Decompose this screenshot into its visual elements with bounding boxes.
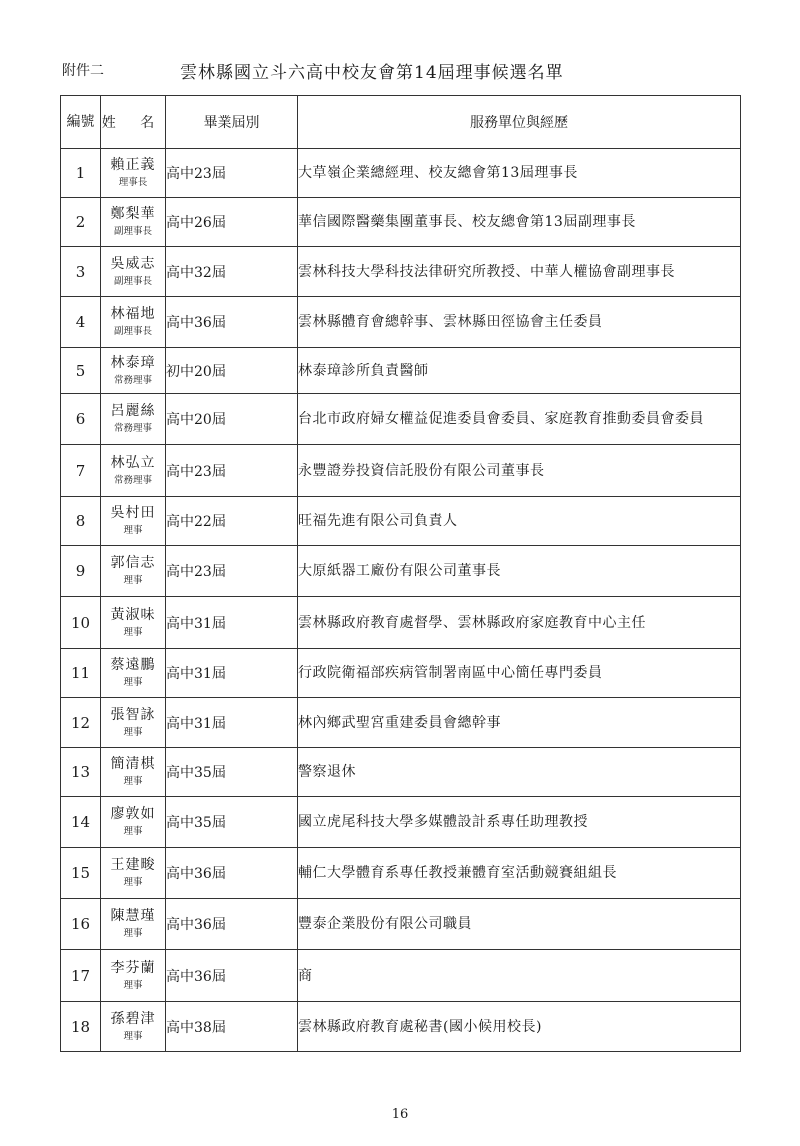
service-experience: 旺福先進有限公司負責人: [298, 497, 741, 546]
name-cell: [101, 297, 166, 348]
graduation-class: 高中31屆: [166, 649, 298, 698]
name-cell: [101, 394, 166, 445]
graduation-class: 高中20屆: [166, 394, 298, 445]
graduation-class: 高中35屆: [166, 748, 298, 797]
row-number: 13: [61, 748, 101, 797]
service-experience: 永豐證券投資信託股份有限公司董事長: [298, 445, 741, 497]
service-experience: 雲林科技大學科技法律研究所教授、中華人權協會副理事長: [298, 247, 741, 297]
candidate-role: 理事: [123, 928, 143, 940]
name-cell: [101, 149, 166, 198]
table-row: [61, 597, 741, 649]
header-graduation: 畢業屆別: [166, 96, 298, 149]
candidate-name: 郭信志: [110, 555, 156, 572]
candidate-role: 常務理事: [113, 374, 152, 386]
candidate-role: 理事: [123, 979, 143, 991]
table-row: [61, 348, 741, 394]
table-row: [61, 649, 741, 698]
service-experience: 台北市政府婦女權益促進委員會委員、家庭教育推動委員會委員: [298, 394, 741, 445]
page-number: 16: [391, 1107, 409, 1122]
name-cell: [101, 1002, 166, 1052]
service-experience: 華信國際醫藥集團董事長、校友總會第13屆副理事長: [298, 198, 741, 247]
table-row: [61, 698, 741, 748]
candidate-name: 黃淑味: [110, 606, 156, 623]
service-experience: 行政院衛福部疾病管制署南區中心簡任專門委員: [298, 649, 741, 698]
row-number: 5: [61, 348, 101, 394]
candidate-role: 副理事長: [113, 326, 152, 338]
table-body: [61, 149, 741, 1052]
candidate-role: 理事: [123, 826, 143, 838]
graduation-class: 高中38屆: [166, 1002, 298, 1052]
table-row: [61, 546, 741, 597]
graduation-class: 高中23屆: [166, 546, 298, 597]
table-row: [61, 394, 741, 445]
graduation-class: 高中31屆: [166, 698, 298, 748]
graduation-class: 高中36屆: [166, 899, 298, 950]
name-cell: [101, 198, 166, 247]
table-row: [61, 848, 741, 899]
graduation-class: 高中23屆: [166, 445, 298, 497]
service-experience: 大原紙器工廠份有限公司董事長: [298, 546, 741, 597]
candidate-role: 理事: [123, 1030, 143, 1042]
table-row: [61, 297, 741, 348]
header-service: 服務單位與經歷: [298, 96, 741, 149]
candidate-name: 吳村田: [110, 505, 156, 522]
candidate-name: 孫碧津: [110, 1010, 156, 1027]
candidate-name: 李芬蘭: [110, 959, 156, 976]
row-number: 3: [61, 247, 101, 297]
row-number: 14: [61, 797, 101, 848]
candidate-role: 理事: [123, 575, 143, 587]
candidate-role: 理事: [123, 677, 143, 689]
candidate-role: 理事: [123, 776, 143, 788]
row-number: 1: [61, 149, 101, 198]
name-cell: [101, 497, 166, 546]
service-experience: 警察退休: [298, 748, 741, 797]
row-number: 6: [61, 394, 101, 445]
graduation-class: 高中32屆: [166, 247, 298, 297]
candidate-name: 吳威志: [110, 255, 156, 272]
service-experience: 國立虎尾科技大學多媒體設計系專任助理教授: [298, 797, 741, 848]
row-number: 10: [61, 597, 101, 649]
graduation-class: 高中35屆: [166, 797, 298, 848]
row-number: 4: [61, 297, 101, 348]
graduation-class: 高中22屆: [166, 497, 298, 546]
graduation-class: 初中20屆: [166, 348, 298, 394]
candidate-role: 理事: [123, 877, 143, 889]
candidate-name: 鄭梨華: [110, 206, 156, 223]
candidate-name: 呂麗絲: [110, 403, 156, 420]
name-cell: [101, 797, 166, 848]
table-row: [61, 950, 741, 1002]
header-name: 姓 名: [101, 96, 166, 149]
service-experience: 雲林縣政府教育處督學、雲林縣政府家庭教育中心主任: [298, 597, 741, 649]
name-cell: [101, 546, 166, 597]
name-cell: [101, 950, 166, 1002]
table-row: [61, 198, 741, 247]
candidate-role: 理事長: [118, 177, 148, 189]
candidate-role: 副理事長: [113, 226, 152, 238]
candidate-role: 常務理事: [113, 423, 152, 435]
graduation-class: 高中36屆: [166, 297, 298, 348]
candidate-table: [60, 95, 741, 1052]
candidate-name: 王建畯: [110, 857, 156, 874]
candidate-name: 蔡遠鵬: [110, 657, 156, 674]
row-number: 8: [61, 497, 101, 546]
name-cell: [101, 649, 166, 698]
name-cell: [101, 247, 166, 297]
graduation-class: 高中36屆: [166, 848, 298, 899]
row-number: 18: [61, 1002, 101, 1052]
graduation-class: 高中36屆: [166, 950, 298, 1002]
candidate-name: 張智詠: [110, 706, 156, 723]
table-row: [61, 899, 741, 950]
candidate-name: 林福地: [110, 306, 156, 323]
table-header-row: [61, 96, 741, 149]
annex-label: 附件二: [62, 63, 104, 79]
table-row: [61, 247, 741, 297]
name-cell: [101, 597, 166, 649]
row-number: 2: [61, 198, 101, 247]
table-row: [61, 149, 741, 198]
service-experience: 大草嶺企業總經理、校友總會第13屆理事長: [298, 149, 741, 198]
graduation-class: 高中26屆: [166, 198, 298, 247]
candidate-name: 陳慧瑾: [110, 908, 156, 925]
table-row: [61, 748, 741, 797]
service-experience: 林內鄉武聖宮重建委員會總幹事: [298, 698, 741, 748]
name-cell: [101, 899, 166, 950]
service-experience: 雲林縣體育會總幹事、雲林縣田徑協會主任委員: [298, 297, 741, 348]
name-cell: [101, 445, 166, 497]
graduation-class: 高中23屆: [166, 149, 298, 198]
candidate-name: 廖敦如: [110, 806, 156, 823]
candidate-role: 理事: [123, 726, 143, 738]
row-number: 12: [61, 698, 101, 748]
candidate-role: 理事: [123, 626, 143, 638]
row-number: 7: [61, 445, 101, 497]
row-number: 16: [61, 899, 101, 950]
table-row: [61, 445, 741, 497]
row-number: 15: [61, 848, 101, 899]
service-experience: 豐泰企業股份有限公司職員: [298, 899, 741, 950]
row-number: 11: [61, 649, 101, 698]
row-number: 9: [61, 546, 101, 597]
candidate-name: 林泰璋: [110, 354, 156, 371]
table-row: [61, 497, 741, 546]
candidate-name: 簡清棋: [110, 756, 156, 773]
candidate-name: 林弘立: [110, 454, 156, 471]
service-experience: 林泰璋診所負責醫師: [298, 348, 741, 394]
service-experience: 雲林縣政府教育處秘書(國小候用校長): [298, 1002, 741, 1052]
row-number: 17: [61, 950, 101, 1002]
service-experience: 商: [298, 950, 741, 1002]
document-title: 雲林縣國立斗六高中校友會第14屆理事候選名單: [180, 63, 564, 83]
table-row: [61, 797, 741, 848]
table-row: [61, 1002, 741, 1052]
name-cell: [101, 348, 166, 394]
header-number: 編號: [61, 96, 101, 149]
graduation-class: 高中31屆: [166, 597, 298, 649]
name-cell: [101, 848, 166, 899]
candidate-name: 賴正義: [110, 157, 156, 174]
candidate-role: 理事: [123, 525, 143, 537]
name-cell: [101, 748, 166, 797]
candidate-role: 副理事長: [113, 275, 152, 287]
name-cell: [101, 698, 166, 748]
service-experience: 輔仁大學體育系專任教授兼體育室活動競賽組組長: [298, 848, 741, 899]
candidate-role: 常務理事: [113, 474, 152, 486]
